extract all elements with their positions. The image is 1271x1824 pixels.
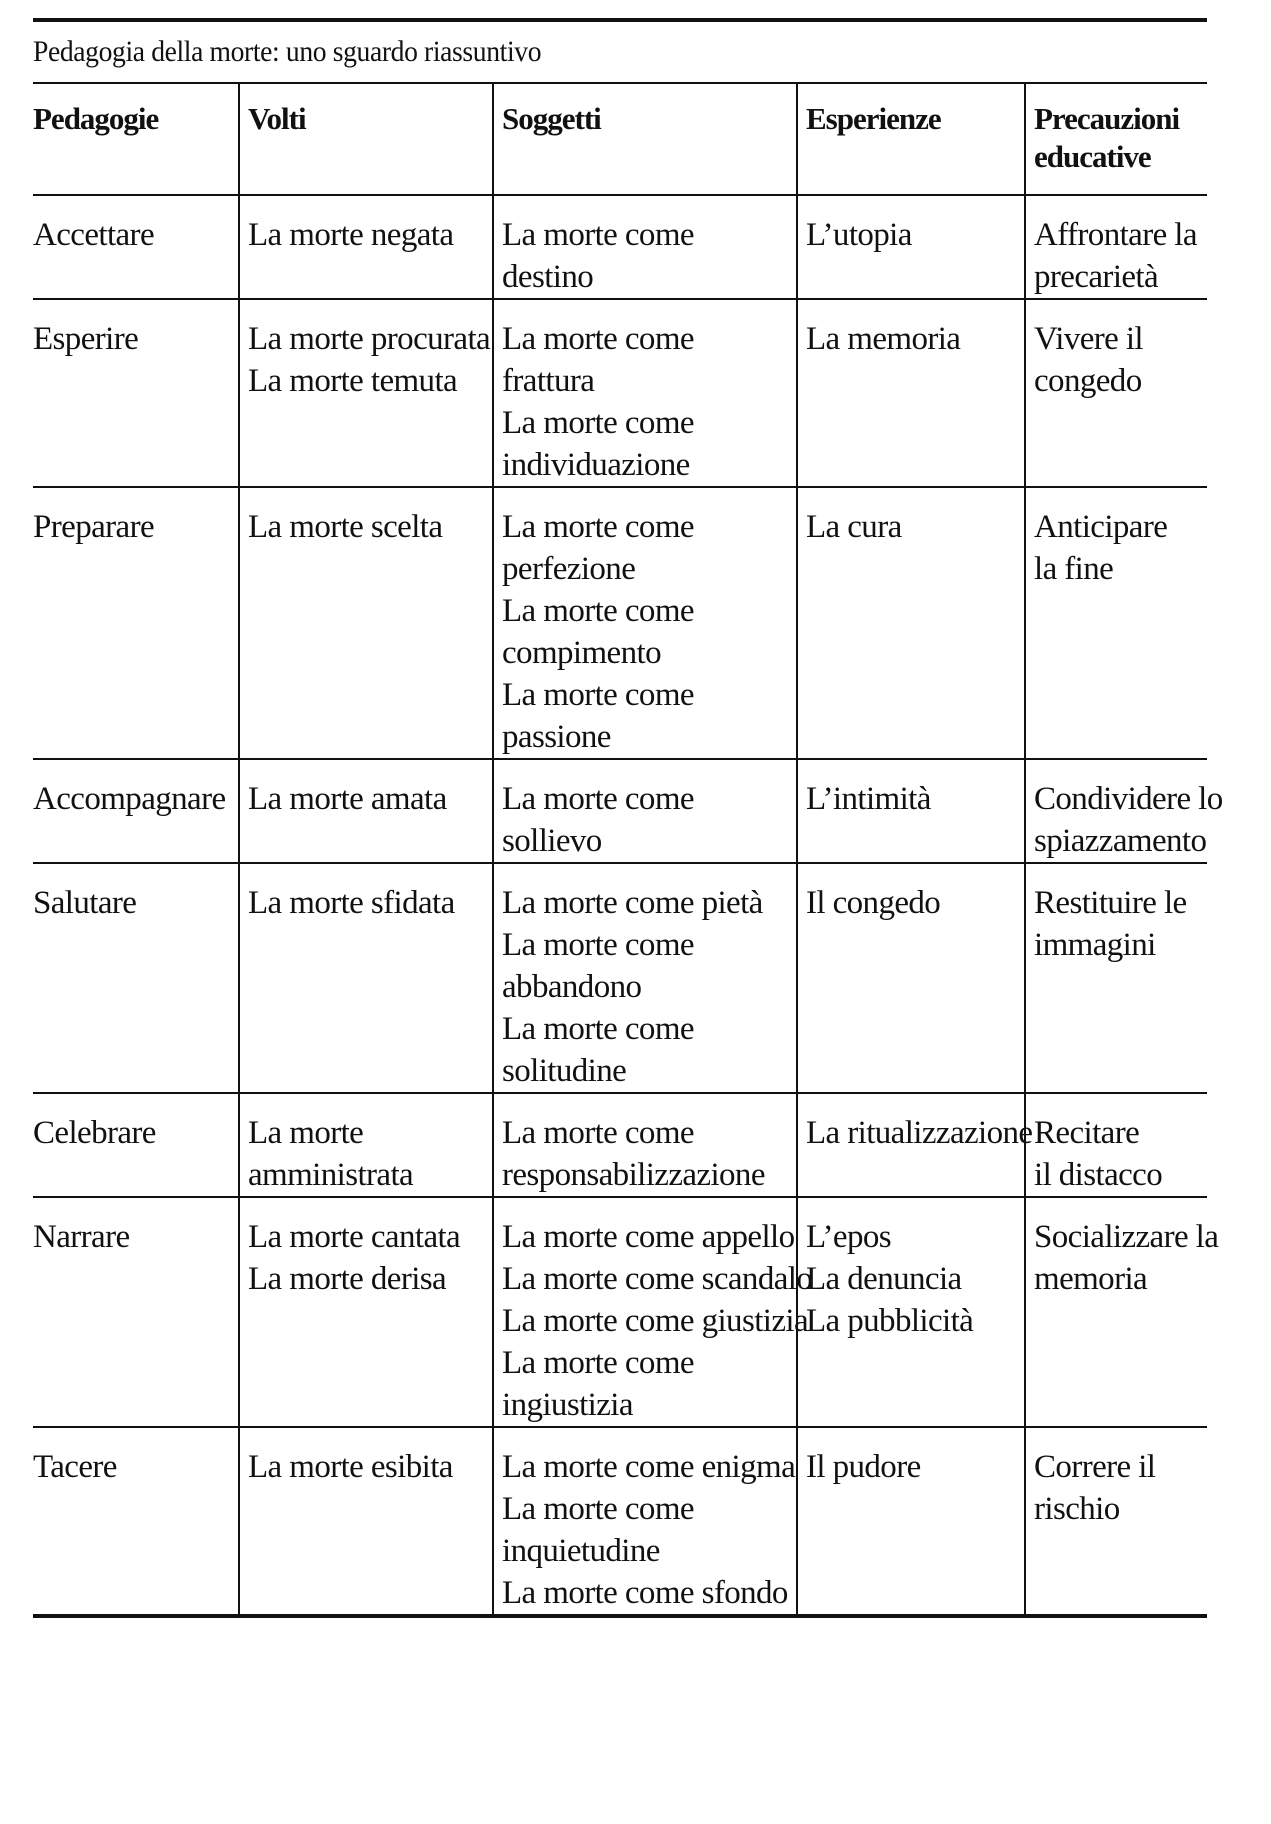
cell-esperienze: [797, 299, 1025, 487]
cell-line: sollievo: [502, 823, 602, 859]
cell-line: La ritualizzazione: [806, 1115, 1033, 1151]
cell-soggetti: [493, 759, 797, 863]
summary-table: [33, 82, 1223, 1618]
cell-line: La morte come: [502, 405, 694, 441]
cell-soggetti: [493, 1197, 813, 1427]
cell-line: il distacco: [1034, 1157, 1163, 1193]
cell-line: individuazione: [502, 447, 690, 483]
cell-line: La morte come sfondo: [502, 1575, 788, 1611]
cell-line: la fine: [1034, 551, 1114, 587]
cell-line: La morte sfidata: [248, 885, 455, 921]
cell-soggetti: [493, 487, 797, 759]
cell-line: La morte procurata: [248, 321, 491, 357]
cell-volti: [239, 1427, 493, 1616]
cell-pedagogia: Narrare: [33, 1219, 130, 1255]
cell-line: precarietà: [1034, 259, 1159, 295]
cell-line: perfezione: [502, 551, 636, 587]
cell-precauzioni: [1025, 195, 1207, 299]
cell-line: Il congedo: [806, 885, 941, 921]
cell-line: Il pudore: [806, 1449, 921, 1485]
cell-line: immagini: [1034, 927, 1156, 963]
cell-soggetti: [493, 299, 797, 487]
cell-precauzioni: [1025, 1197, 1219, 1427]
cell-line: inquietudine: [502, 1533, 660, 1569]
cell-line: La morte come: [502, 1491, 694, 1527]
cell-line: frattura: [502, 363, 595, 399]
cell-line: La morte derisa: [248, 1261, 447, 1297]
cell-pedagogia: Tacere: [33, 1449, 117, 1485]
cell-line: La morte come: [502, 217, 694, 253]
cell-line: congedo: [1034, 363, 1142, 399]
cell-soggetti: [493, 195, 797, 299]
cell-line: La morte come: [502, 509, 694, 545]
cell-pedagogia: Celebrare: [33, 1115, 156, 1151]
cell-esperienze: [797, 863, 1025, 1093]
cell-line: L’intimità: [806, 781, 931, 817]
header-volti: Volti: [239, 83, 493, 195]
table-row: [33, 759, 1207, 863]
cell-line: Condividere lo: [1034, 781, 1223, 817]
cell-line: La denuncia: [806, 1261, 962, 1297]
cell-soggetti: [493, 1427, 797, 1616]
cell-line: Restituire le: [1034, 885, 1187, 921]
document-page: [33, 18, 1223, 1618]
cell-precauzioni: [1025, 1427, 1207, 1616]
cell-line: compimento: [502, 635, 661, 671]
cell-line: La morte come: [502, 1115, 694, 1151]
cell-pedagogia: Accettare: [33, 217, 154, 253]
cell-volti: [239, 299, 493, 487]
cell-volti: [239, 863, 493, 1093]
cell-line: Recitare: [1034, 1115, 1140, 1151]
cell-esperienze: [797, 1093, 1033, 1197]
table-row: [33, 195, 1207, 299]
header-soggetti: Soggetti: [493, 83, 797, 195]
table-row: [33, 1093, 1207, 1197]
table-row: [33, 863, 1207, 1093]
cell-line: L’epos: [806, 1219, 892, 1255]
cell-pedagogia: Preparare: [33, 509, 155, 545]
cell-line: Socializzare la: [1034, 1219, 1219, 1255]
cell-line: L’utopia: [806, 217, 912, 253]
cell-line: amministrata: [248, 1157, 414, 1193]
cell-soggetti: [493, 1093, 797, 1197]
cell-line: rischio: [1034, 1491, 1120, 1527]
header-esperienze: Esperienze: [797, 83, 1025, 195]
cell-line: La morte come: [502, 1345, 694, 1381]
cell-line: La morte come enigma: [502, 1449, 796, 1485]
cell-pedagogia: Esperire: [33, 321, 139, 357]
cell-line: La pubblicità: [806, 1303, 974, 1339]
cell-line: ingiustizia: [502, 1387, 633, 1423]
cell-volti: [239, 487, 493, 759]
cell-line: spiazzamento: [1034, 823, 1207, 859]
cell-soggetti: [493, 863, 797, 1093]
cell-line: La morte come: [502, 1011, 694, 1047]
table-body: [33, 195, 1223, 1616]
cell-line: La morte come appello: [502, 1219, 795, 1255]
cell-line: La morte scelta: [248, 509, 443, 545]
cell-esperienze: [797, 1197, 1025, 1427]
cell-line: La morte come: [502, 781, 694, 817]
cell-line: La morte come scandalo: [502, 1261, 813, 1297]
cell-line: destino: [502, 259, 594, 295]
cell-line: La morte come: [502, 321, 694, 357]
cell-line: La morte come: [502, 677, 694, 713]
cell-line: abbandono: [502, 969, 642, 1005]
cell-line: La memoria: [806, 321, 961, 357]
cell-line: La cura: [806, 509, 902, 545]
cell-line: La morte esibita: [248, 1449, 453, 1485]
header-row: [33, 83, 1207, 195]
cell-volti: [239, 195, 493, 299]
table-row: [33, 299, 1207, 487]
cell-line: responsabilizzazione: [502, 1157, 765, 1193]
cell-line: La morte negata: [248, 217, 454, 253]
cell-line: Correre il: [1034, 1449, 1156, 1485]
cell-line: memoria: [1034, 1261, 1148, 1297]
cell-line: La morte come: [502, 927, 694, 963]
cell-line: Vivere il: [1034, 321, 1143, 357]
cell-esperienze: [797, 487, 1025, 759]
cell-precauzioni: [1025, 863, 1207, 1093]
cell-line: La morte cantata: [248, 1219, 461, 1255]
cell-line: Affrontare la: [1034, 217, 1197, 253]
header-pedagogie: Pedagogie: [33, 101, 159, 136]
cell-line: La morte come: [502, 593, 694, 629]
cell-pedagogia: Salutare: [33, 885, 137, 921]
cell-esperienze: [797, 759, 1025, 863]
cell-precauzioni: [1025, 1093, 1207, 1197]
cell-volti: [239, 1197, 493, 1427]
cell-volti: [239, 759, 493, 863]
table-caption: Pedagogia della morte: uno sguardo riassuntivo: [33, 35, 542, 68]
cell-precauzioni: [1025, 487, 1207, 759]
cell-precauzioni: [1025, 759, 1223, 863]
header-precauzioni: Precauzioni educative: [1025, 83, 1207, 195]
cell-line: La morte come pietà: [502, 885, 763, 921]
cell-line: La morte amata: [248, 781, 447, 817]
table-header: [33, 83, 1207, 195]
cell-esperienze: [797, 195, 1025, 299]
cell-line: passione: [502, 719, 611, 755]
cell-line: La morte temuta: [248, 363, 458, 399]
cell-pedagogia: Accompagnare: [33, 781, 226, 817]
cell-line: La morte: [248, 1115, 364, 1151]
table-row: [33, 1427, 1207, 1616]
table-row: [33, 1197, 1207, 1427]
cell-line: solitudine: [502, 1053, 627, 1089]
cell-esperienze: [797, 1427, 1025, 1616]
cell-line: La morte come giustizia: [502, 1303, 809, 1339]
cell-volti: [239, 1093, 493, 1197]
cell-precauzioni: [1025, 299, 1207, 487]
cell-line: Anticipare: [1034, 509, 1168, 545]
table-row: [33, 487, 1207, 759]
